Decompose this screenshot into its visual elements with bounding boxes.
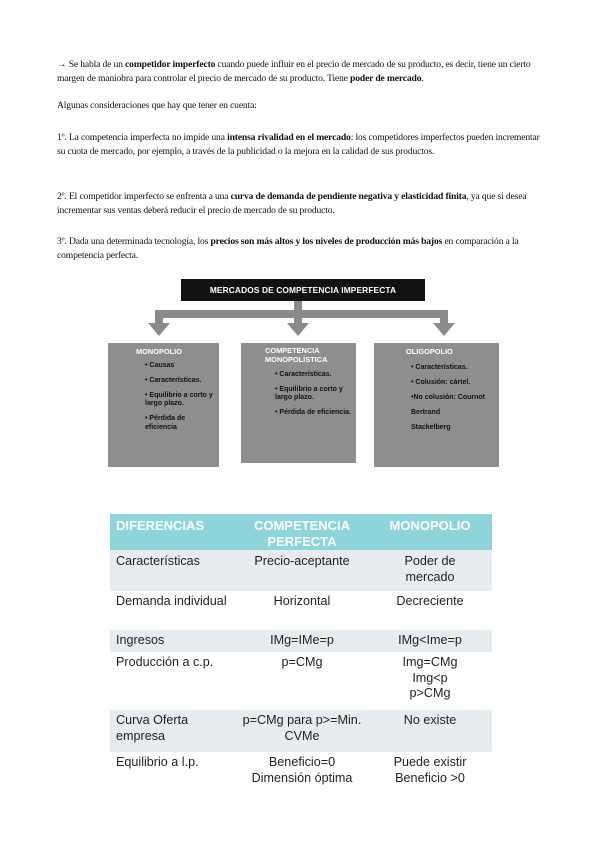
middle-arrowhead <box>287 323 309 336</box>
table-row: Ingresos IMg=IMe=p IMg<Ime=p <box>110 630 492 652</box>
table-row: Demanda individual Horizontal Decreciente <box>110 591 492 630</box>
point-3: 3º. Dada una determinada tecnología, los precios son más altos y los niveles de producción más bajos en comparación a la competencia perfecta. <box>57 236 519 261</box>
table-row: Equilibrio a l.p. Beneficio=0 Dimensión óptima Puede existir Beneficio >0 <box>110 752 492 790</box>
box-competencia-monopolistica <box>241 343 356 463</box>
box-item: • Equilibrio a corto y largo plazo. <box>145 391 213 408</box>
table-row: Curva Oferta empresa p=CMg para p>=Min. CVMe No existe <box>110 710 492 752</box>
header-monopolio: MONOPOLIO <box>368 514 492 550</box>
right-arrowhead <box>433 323 455 336</box>
considerations-line: Algunas consideraciones que hay que tener en cuenta: <box>57 100 257 111</box>
diagram-title: MERCADOS DE COMPETENCIA IMPERFECTA <box>181 279 425 301</box>
table-row: Características Precio-aceptante Poder de mercado <box>110 550 492 591</box>
table-header-row <box>110 514 492 550</box>
point-1: 1º. La competencia imperfecta no impide una intensa rivalidad en el mercado: los competidores imperfectos pueden incrementar su cuota de mercado, por ejemplo, a través de la publicidad o la mejora en la calidad de sus productos. <box>57 132 540 157</box>
box-title: OLIGOPOLIO <box>406 347 453 356</box>
table-row: Producción a c.p. p=CMg Img=CMg Img<p p>CMg <box>110 652 492 710</box>
box-title: MONOPOLIO <box>136 347 182 356</box>
point-2: 2º. El competidor imperfecto se enfrenta a una curva de demanda de pendiente negativa y elasticidad finita, ya que si desea incrementar sus ventas deberá reducir el precio de mercado de su producto. <box>57 191 527 216</box>
box-item: • Causas <box>145 362 175 369</box>
box-item: • Características. <box>411 364 468 371</box>
box-item: • Características. <box>145 376 202 384</box>
term-competidor-imperfecto: competidor imperfecto <box>125 59 216 70</box>
right-stem <box>440 310 448 324</box>
box-monopolio <box>108 343 219 467</box>
header-competencia-perfecta: COMPETENCIA PERFECTA <box>236 514 368 550</box>
header-diferencias: DIFERENCIAS <box>110 514 236 550</box>
comparison-table <box>110 514 492 790</box>
arrow-symbol: → <box>57 59 67 70</box>
markets-diagram <box>108 279 508 473</box>
box-item: • Pérdida de eficiencia. <box>275 409 351 417</box>
box-item: • Colusión: cártel. <box>411 378 471 386</box>
term-poder-de-mercado: poder de mercado <box>350 72 422 84</box>
left-stem <box>155 310 163 324</box>
box-item: Stackelberg <box>411 423 451 431</box>
box-title: COMPETENCIA MONOPOLÍSTICA <box>265 346 328 364</box>
box-item: Bertrand <box>411 408 441 416</box>
box-item: • Pérdida de eficiencia <box>145 415 186 431</box>
box-item: • Equilibrio a corto y largo plazo. <box>275 385 343 402</box>
box-item: •No colusión: Cournot <box>411 393 485 401</box>
box-item: • Características. <box>275 371 332 378</box>
middle-stem <box>294 310 302 324</box>
box-oligopolio <box>374 343 499 467</box>
intro-paragraph: → Se habla de un competidor imperfecto cuando puede influir en el precio de mercado de su producto, es decir, tiene un cierto margen de maniobra para controlar el precio de mercado de su producto. Tiene poder de mercado. <box>57 59 531 84</box>
left-arrowhead <box>148 323 170 336</box>
